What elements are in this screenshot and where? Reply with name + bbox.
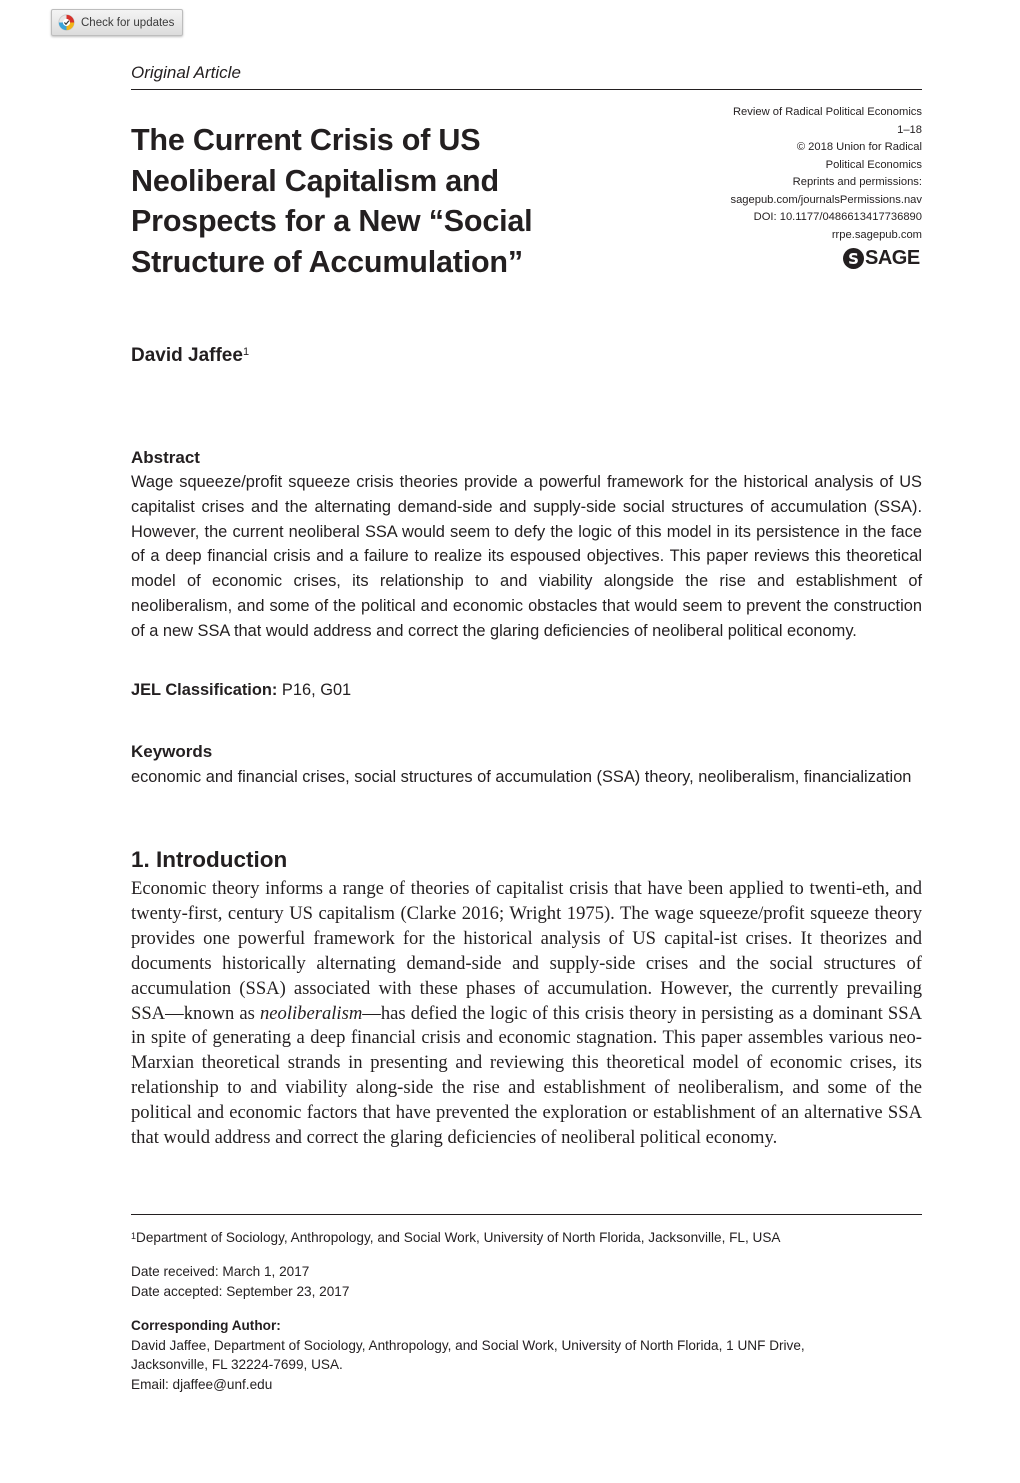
jel-label: JEL Classification:	[131, 681, 278, 699]
date-received: Date received: March 1, 2017	[131, 1264, 310, 1279]
page-range: 1–18	[897, 123, 922, 136]
reprints-label: Reprints and permissions:	[792, 176, 922, 188]
intro-text-part1: Economic theory informs a range of theories of capitalist crisis that have been applied to twenti-eth, and twenty-first, century US capitalism (Clarke 2016; Wright 1975). The wage squeeze/profit squeeze theory provides one powerful framework for the historical analysis of US capital-ist crises. It theorizes and documents historically alternating demand-side and supply-side crises and the social structures of accumulation (SSA) associated with these phases of accumulation. However, the currently prevailing SSA—known as	[131, 878, 922, 1024]
author-affiliation-marker: 1	[242, 346, 250, 358]
journal-name: Review of Radical Political Economics	[732, 106, 922, 118]
corresponding-email[interactable]: Email: djaffee@unf.edu	[131, 1376, 273, 1392]
article-type: Original Article	[131, 63, 241, 82]
sage-logo	[843, 247, 920, 270]
intro-italic-term: neoliberalism	[259, 1002, 363, 1024]
abstract-text: Wage squeeze/profit squeeze crisis theories provide a powerful framework for the historical analysis of US capitalist crises and the alternating demand-side and supply-side social structures of accumulation (SSA). However, the current neoliberal SSA would seem to defy the logic of this model in its persistence in the face of a deep financial crisis and a failure to realize its espoused objectives. This paper reviews this theoretical model of economic crises, its relationship to and viability alongside the rise and establishment of neoliberalism, and some of the political and economic obstacles that would seem to prevent the construction of a new SSA that would address and correct the glaring deficiencies of neoliberal political economy.	[131, 473, 922, 640]
crossmark-icon	[58, 14, 75, 31]
intro-text-part2: —has defied the logic of this crisis theory in persisting as a dominant SSA in spite of generating a deep financial crisis and economic stagnation. This paper assembles various neo-Marxian theoretical strands in presenting and reviewing this theoretical model of economic crises, its relationship to and viability along-side the rise and establishment of neoliberalism, and some of the political and economic factors that have prevented the exploration or establishment of an alternative SSA that would address and correct the glaring deficiencies of neoliberal political economy.	[131, 1002, 923, 1149]
sage-logo-mark: S	[843, 248, 864, 269]
introduction-heading: 1. Introduction	[131, 847, 288, 872]
corresponding-line2: Jacksonville, FL 32224-7699, USA.	[131, 1357, 343, 1372]
journal-info	[602, 104, 922, 244]
keywords-heading: Keywords	[131, 742, 213, 761]
introduction-text	[131, 877, 922, 1151]
copyright-line: © 2018 Union for Radical	[796, 141, 922, 153]
corresponding-line1: David Jaffee, Department of Sociology, Anthropology, and Social Work, University of North Florida, 1 UNF Drive,	[131, 1337, 805, 1353]
author-name-text: David Jaffee	[131, 345, 243, 366]
article-title: The Current Crisis of US Neoliberal Capitalism and Prospects for a New “Social Structure of Accumulation”	[131, 123, 533, 279]
affiliation-footnote	[131, 1228, 781, 1248]
check-for-updates-label: Check for updates	[81, 16, 175, 29]
jel-classification	[131, 681, 351, 700]
journal-url[interactable]: rrpe.sagepub.com	[831, 228, 922, 241]
affiliation-text: Department of Sociology, Anthropology, and Social Work, University of North Florida, Jacksonville, FL, USA	[136, 1230, 781, 1245]
author-name	[131, 345, 249, 367]
keywords-text: economic and financial crises, social structures of accumulation (SSA) theory, neoliberalism, financialization	[131, 768, 912, 786]
footnote-divider	[131, 1214, 922, 1215]
permissions-link[interactable]: sagepub.com/journalsPermissions.nav	[730, 193, 922, 206]
doi[interactable]: DOI: 10.1177/0486613417736890	[753, 211, 922, 223]
corresponding-label: Corresponding Author:	[131, 1318, 281, 1333]
jel-value: P16, G01	[281, 681, 352, 699]
check-for-updates-button[interactable]	[51, 9, 183, 36]
affiliation-marker: 1	[131, 1231, 137, 1241]
abstract-heading: Abstract	[131, 448, 200, 467]
dates-block	[131, 1262, 349, 1301]
corresponding-author-block	[131, 1316, 922, 1394]
date-accepted: Date accepted: September 23, 2017	[131, 1283, 350, 1299]
header-divider	[131, 89, 922, 90]
sage-logo-word: SAGE	[865, 247, 920, 269]
copyright-holder: Political Economics	[825, 158, 922, 171]
